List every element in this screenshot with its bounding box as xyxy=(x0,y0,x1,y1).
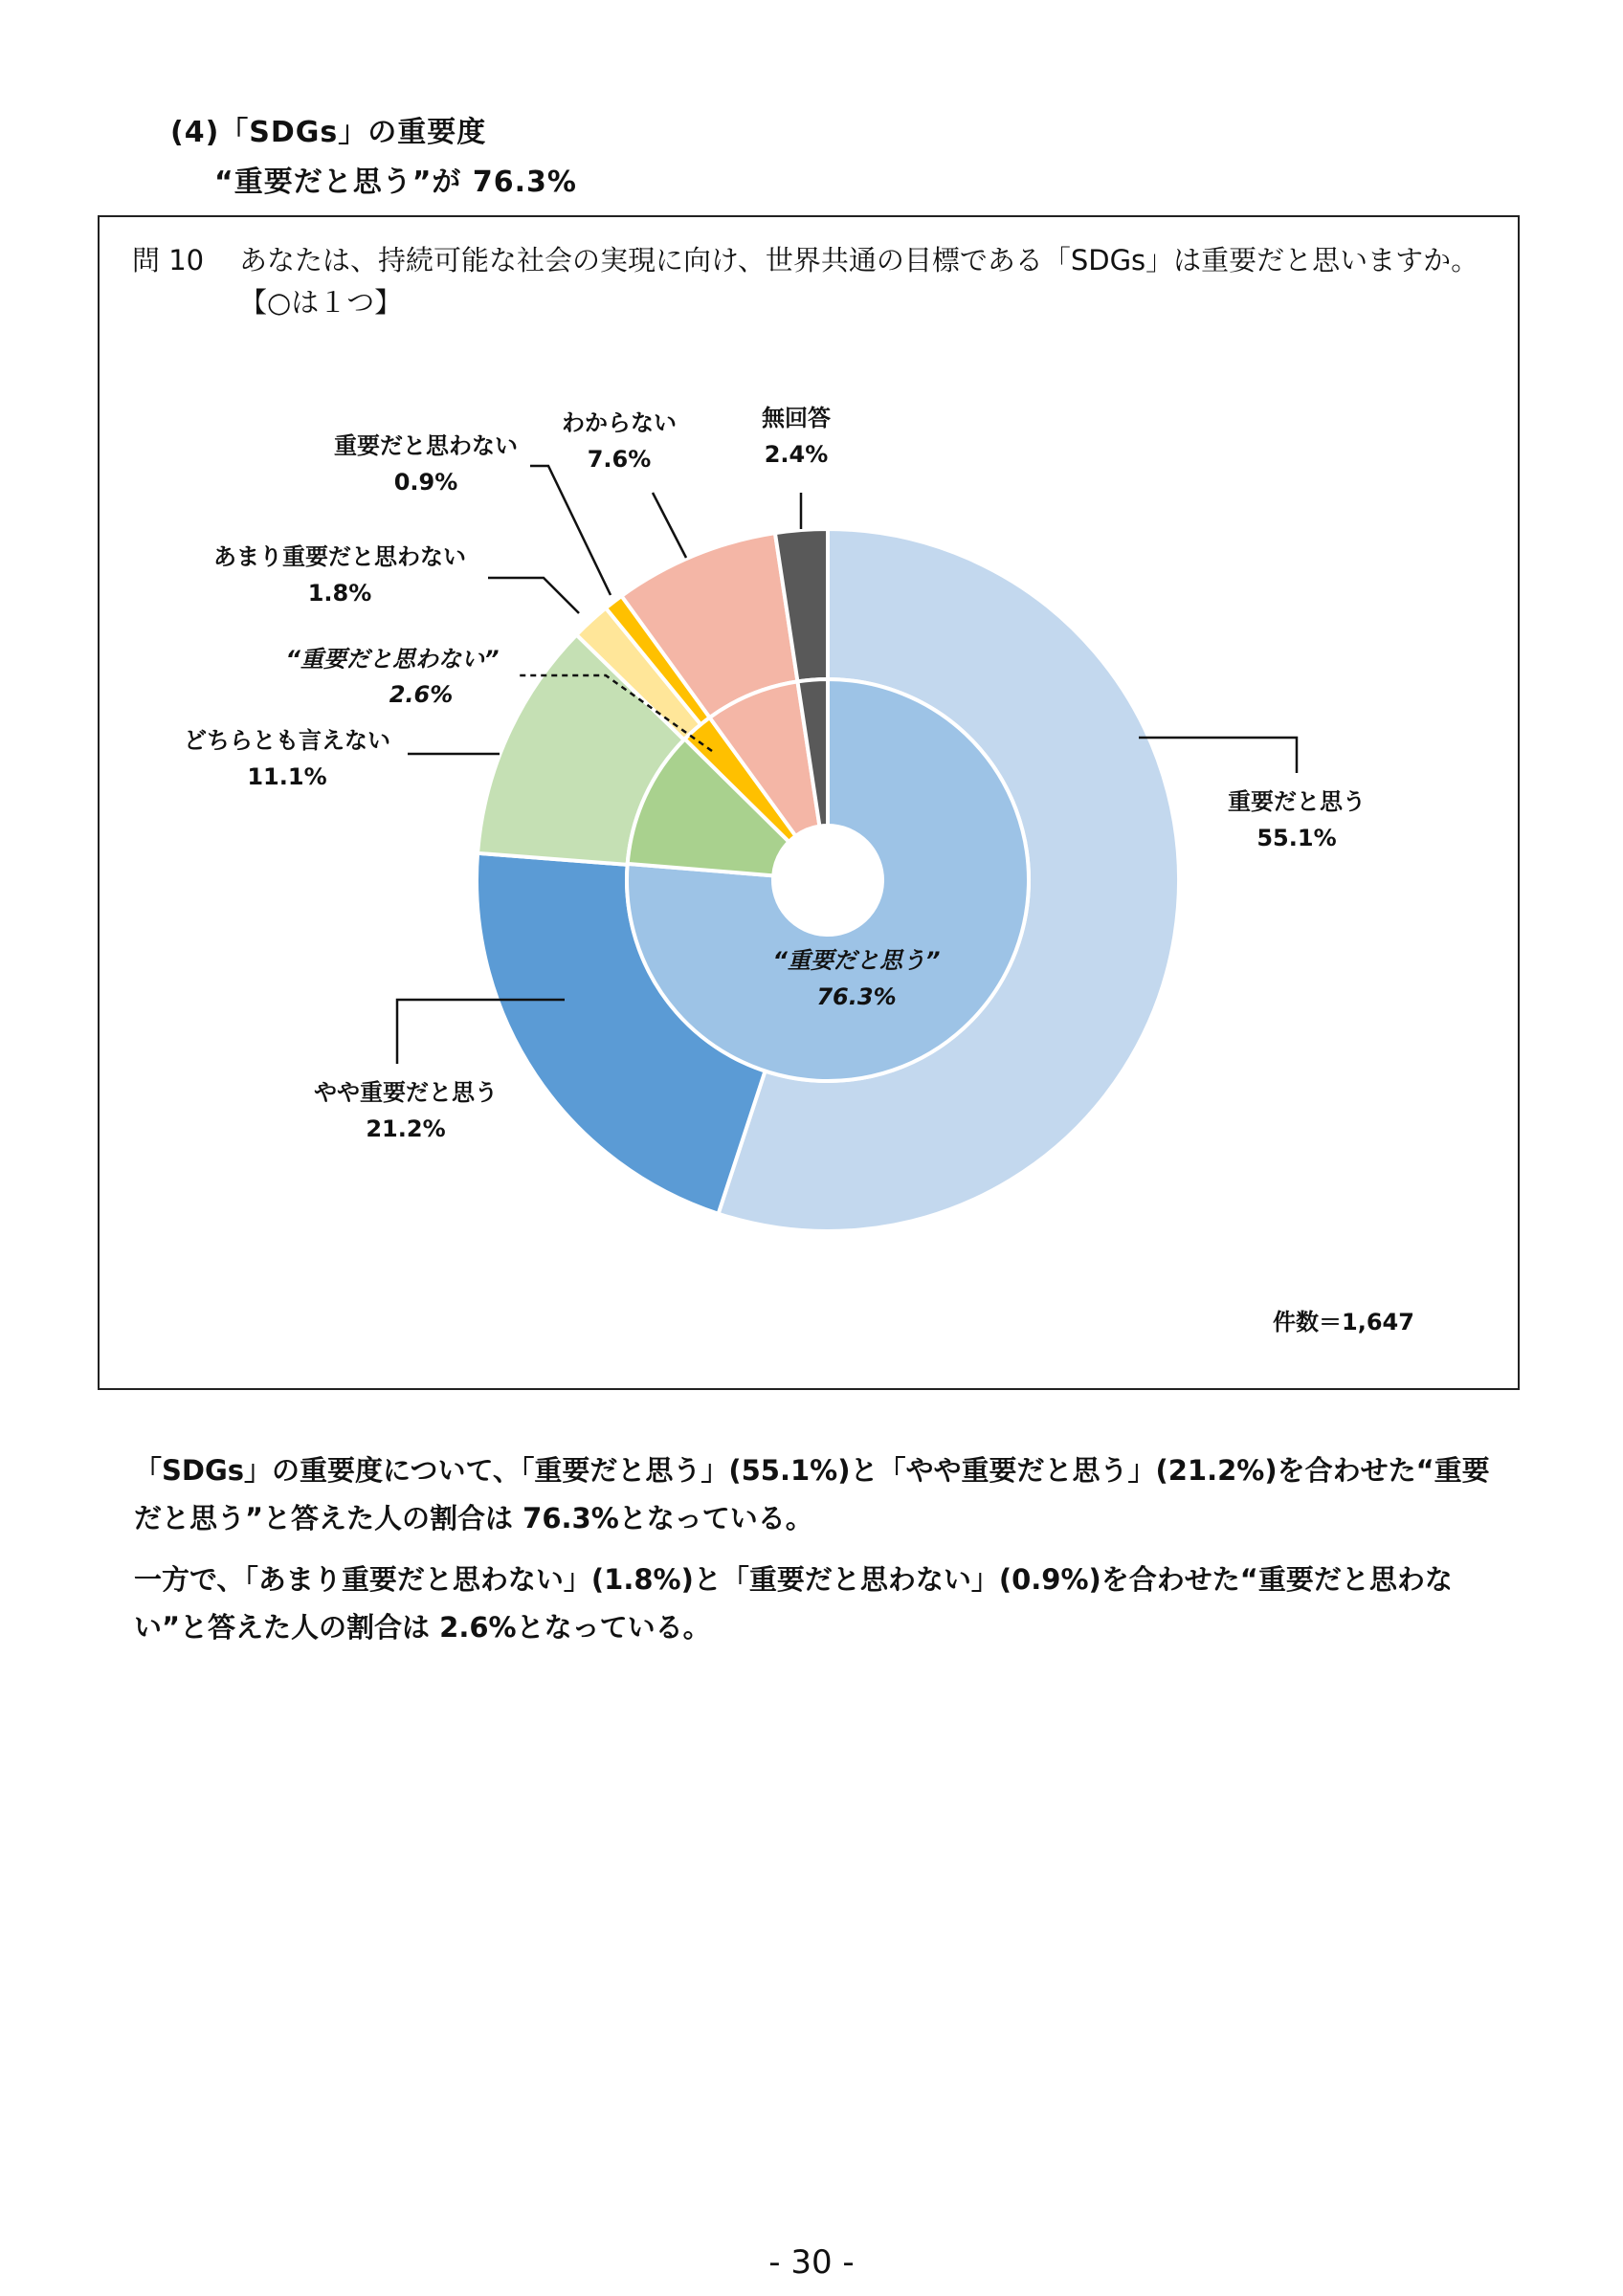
headline: “重要だと思う”が 76.3% xyxy=(214,166,577,199)
count-label: 件数＝1,647 xyxy=(1273,1309,1414,1336)
label-somewhat-important-name: やや重要だと思う xyxy=(314,1079,498,1106)
label-no-answer-value: 2.4% xyxy=(764,441,829,468)
section-title: (4)「SDGs」の重要度 xyxy=(170,116,487,149)
paragraph-1: 「SDGs」の重要度について、「重要だと思う」(55.1%)と「やや重要だと思う」(21.2%)を合わせた“重要だと思う”と答えた人の割合は 76.3%となっている。 xyxy=(134,1454,1490,1534)
label-no-answer-name: 無回答 xyxy=(762,405,831,431)
label-dont-know-name: わからない xyxy=(562,409,677,436)
leader-dont-know xyxy=(653,493,686,558)
leader-not-very xyxy=(488,578,579,613)
label-neutral-name: どちらとも言えない xyxy=(184,727,390,754)
label-important-value: 55.1% xyxy=(1256,825,1337,851)
leader-not-important xyxy=(530,466,611,595)
label-not-important-value: 0.9% xyxy=(393,469,458,496)
label-important-group-name: “重要だと思う” xyxy=(772,947,941,974)
label-important-name: 重要だと思う xyxy=(1228,788,1366,815)
label-not-important-group-value: 2.6% xyxy=(389,681,454,708)
label-not-very-name: あまり重要だと思わない xyxy=(213,543,466,570)
label-not-important-group-name: “重要だと思わない” xyxy=(285,646,500,673)
donut-hole xyxy=(773,826,882,935)
label-not-important-name: 重要だと思わない xyxy=(334,432,518,459)
question-number: 問 10 xyxy=(132,244,205,276)
label-somewhat-important-value: 21.2% xyxy=(366,1115,446,1142)
label-important-group-value: 76.3% xyxy=(816,983,897,1010)
question-text: あなたは、持続可能な社会の実現に向け、世界共通の目標である「SDGs」は重要だと思いますか。【○は１つ】 xyxy=(239,244,1479,319)
page-number: - 30 - xyxy=(768,2243,855,2282)
label-dont-know-value: 7.6% xyxy=(587,446,652,473)
label-not-very-value: 1.8% xyxy=(307,580,372,607)
label-neutral-value: 11.1% xyxy=(247,763,327,790)
paragraph-2: 一方で、「あまり重要だと思わない」(1.8%)と「重要だと思わない」(0.9%)を合わせた“重要だと思わない”と答えた人の割合は 2.6%となっている。 xyxy=(134,1563,1453,1644)
